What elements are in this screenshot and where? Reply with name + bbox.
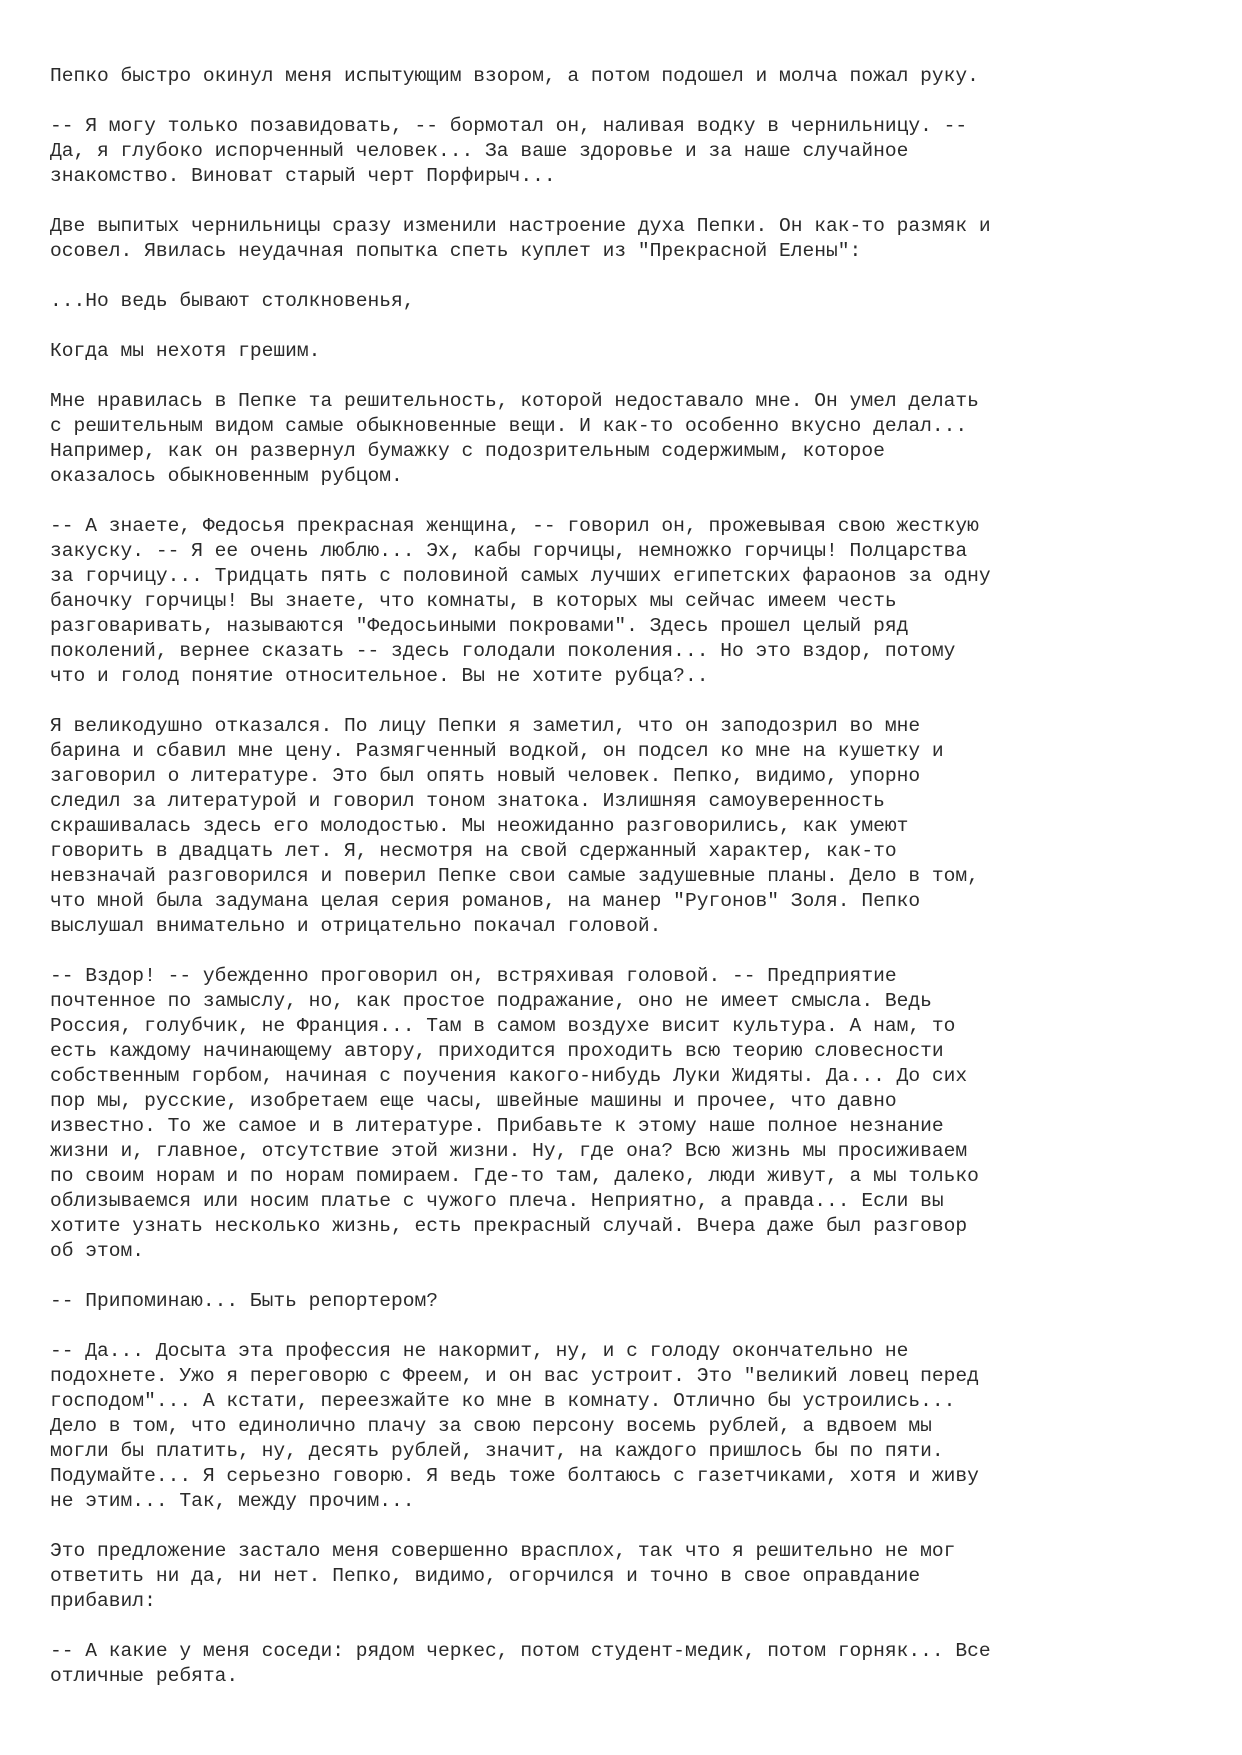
text-line: могли бы платить, ну, десять рублей, значит, на каждого пришлось бы по пяти. bbox=[50, 1440, 944, 1462]
text-line: Дело в том, что единолично плачу за свою персону восемь рублей, а вдвоем мы bbox=[50, 1415, 932, 1437]
text-line: известно. То же самое и в литературе. Прибавьте к этому наше полное незнание bbox=[50, 1115, 944, 1137]
text-line: разговаривать, называются "Федосьиными покровами". Здесь прошел целый ряд bbox=[50, 615, 909, 637]
paragraph bbox=[50, 1639, 1200, 1689]
text-line: Когда мы нехотя грешим. bbox=[50, 340, 321, 362]
text-line: по своим норам и по норам помираем. Где-то там, далеко, люди живут, а мы только bbox=[50, 1165, 979, 1187]
text-line: Например, как он развернул бумажку с подозрительным содержимым, которое bbox=[50, 440, 885, 462]
text-line: -- Я могу только позавидовать, -- бормотал он, наливая водку в чернильницу. -- bbox=[50, 115, 968, 137]
paragraph bbox=[50, 339, 1200, 364]
paragraph bbox=[50, 714, 1200, 939]
text-line: ...Но ведь бывают столкновенья, bbox=[50, 290, 415, 312]
text-line: оказалось обыкновенным рубцом. bbox=[50, 465, 403, 487]
paragraph bbox=[50, 64, 1200, 89]
text-line: -- А какие у меня соседи: рядом черкес, потом студент-медик, потом горняк... Все bbox=[50, 1640, 991, 1662]
text-line: скрашивалась здесь его молодостью. Мы неожиданно разговорились, как умеют bbox=[50, 815, 909, 837]
text-line: выслушал внимательно и отрицательно покачал головой. bbox=[50, 915, 662, 937]
document-page bbox=[50, 64, 1200, 1714]
text-line: -- Припоминаю... Быть репортером? bbox=[50, 1290, 439, 1312]
text-line: Пепко быстро окинул меня испытующим взором, а потом подошел и молча пожал руку. bbox=[50, 65, 979, 87]
text-line: об этом. bbox=[50, 1240, 145, 1262]
text-line: следил за литературой и говорил тоном знатока. Излишняя самоуверенность bbox=[50, 790, 885, 812]
text-line: -- А знаете, Федосья прекрасная женщина, -- говорил он, прожевывая свою жесткую bbox=[50, 515, 979, 537]
text-line: -- Вздор! -- убежденно проговорил он, встряхивая головой. -- Предприятие bbox=[50, 965, 897, 987]
text-line: почтенное по замыслу, но, как простое подражание, оно не имеет смысла. Ведь bbox=[50, 990, 932, 1012]
paragraph bbox=[50, 214, 1200, 264]
text-line: отличные ребята. bbox=[50, 1665, 239, 1687]
text-line: хотите узнать несколько жизнь, есть прекрасный случай. Вчера даже был разговор bbox=[50, 1215, 968, 1237]
text-line: за горчицу... Тридцать пять с половиной самых лучших египетских фараонов за одну bbox=[50, 565, 991, 587]
paragraph bbox=[50, 114, 1200, 189]
text-line: невзначай разговорился и поверил Пепке свои самые задушевные планы. Дело в том, bbox=[50, 865, 979, 887]
paragraph bbox=[50, 1339, 1200, 1514]
text-line: Россия, голубчик, не Франция... Там в самом воздухе висит культура. А нам, то bbox=[50, 1015, 956, 1037]
paragraph bbox=[50, 289, 1200, 314]
text-line: Да, я глубоко испорченный человек... За ваше здоровье и за наше случайное bbox=[50, 140, 909, 162]
text-line: прибавил: bbox=[50, 1590, 156, 1612]
text-line: поколений, вернее сказать -- здесь голодали поколения... Но это вздор, потому bbox=[50, 640, 956, 662]
text-line: -- Да... Досыта эта профессия не накормит, ну, и с голоду окончательно не bbox=[50, 1340, 909, 1362]
text-line: баночку горчицы! Вы знаете, что комнаты, в которых мы сейчас имеем честь bbox=[50, 590, 897, 612]
text-line: облизываемся или носим платье с чужого плеча. Неприятно, а правда... Если вы bbox=[50, 1190, 944, 1212]
text-line: собственным горбом, начиная с поучения какого-нибудь Луки Жидяты. Да... До сих bbox=[50, 1065, 968, 1087]
text-line: Подумайте... Я серьезно говорю. Я ведь тоже болтаюсь с газетчиками, хотя и живу bbox=[50, 1465, 979, 1487]
paragraph bbox=[50, 389, 1200, 489]
text-line: что мной была задумана целая серия романов, на манер "Ругонов" Золя. Пепко bbox=[50, 890, 921, 912]
text-line: подохнете. Ужо я переговорю с Фреем, и он вас устроит. Это "великий ловец перед bbox=[50, 1365, 979, 1387]
paragraph bbox=[50, 1289, 1200, 1314]
paragraph bbox=[50, 1539, 1200, 1614]
text-line: Я великодушно отказался. По лицу Пепки я заметил, что он заподозрил во мне bbox=[50, 715, 921, 737]
text-line: господом"... А кстати, переезжайте ко мне в комнату. Отлично бы устроились... bbox=[50, 1390, 956, 1412]
text-line: говорить в двадцать лет. Я, несмотря на свой сдержанный характер, как-то bbox=[50, 840, 897, 862]
text-line: Две выпитых чернильницы сразу изменили настроение духа Пепки. Он как-то размяк и bbox=[50, 215, 991, 237]
text-line: пор мы, русские, изобретаем еще часы, швейные машины и прочее, что давно bbox=[50, 1090, 897, 1112]
text-line: заговорил о литературе. Это был опять новый человек. Пепко, видимо, упорно bbox=[50, 765, 921, 787]
text-line: барина и сбавил мне цену. Размягченный водкой, он подсел ко мне на кушетку и bbox=[50, 740, 944, 762]
text-line: не этим... Так, между прочим... bbox=[50, 1490, 415, 1512]
text-line: есть каждому начинающему автору, приходится проходить всю теорию словесности bbox=[50, 1040, 944, 1062]
text-line: осовел. Явилась неудачная попытка спеть куплет из "Прекрасной Елены": bbox=[50, 240, 862, 262]
text-line: Мне нравилась в Пепке та решительность, которой недоставало мне. Он умел делать bbox=[50, 390, 979, 412]
paragraph bbox=[50, 964, 1200, 1264]
text-line: с решительным видом самые обыкновенные вещи. И как-то особенно вкусно делал... bbox=[50, 415, 968, 437]
text-line: закуску. -- Я ее очень люблю... Эх, кабы горчицы, немножко горчицы! Полцарства bbox=[50, 540, 968, 562]
text-line: жизни и, главное, отсутствие этой жизни. Ну, где она? Всю жизнь мы просиживаем bbox=[50, 1140, 968, 1162]
text-line: что и голод понятие относительное. Вы не хотите рубца?.. bbox=[50, 665, 709, 687]
text-line: ответить ни да, ни нет. Пепко, видимо, огорчился и точно в свое оправдание bbox=[50, 1565, 921, 1587]
text-line: Это предложение застало меня совершенно врасплох, так что я решительно не мог bbox=[50, 1540, 956, 1562]
text-line: знакомство. Виноват старый черт Порфирыч... bbox=[50, 165, 556, 187]
paragraph bbox=[50, 514, 1200, 689]
